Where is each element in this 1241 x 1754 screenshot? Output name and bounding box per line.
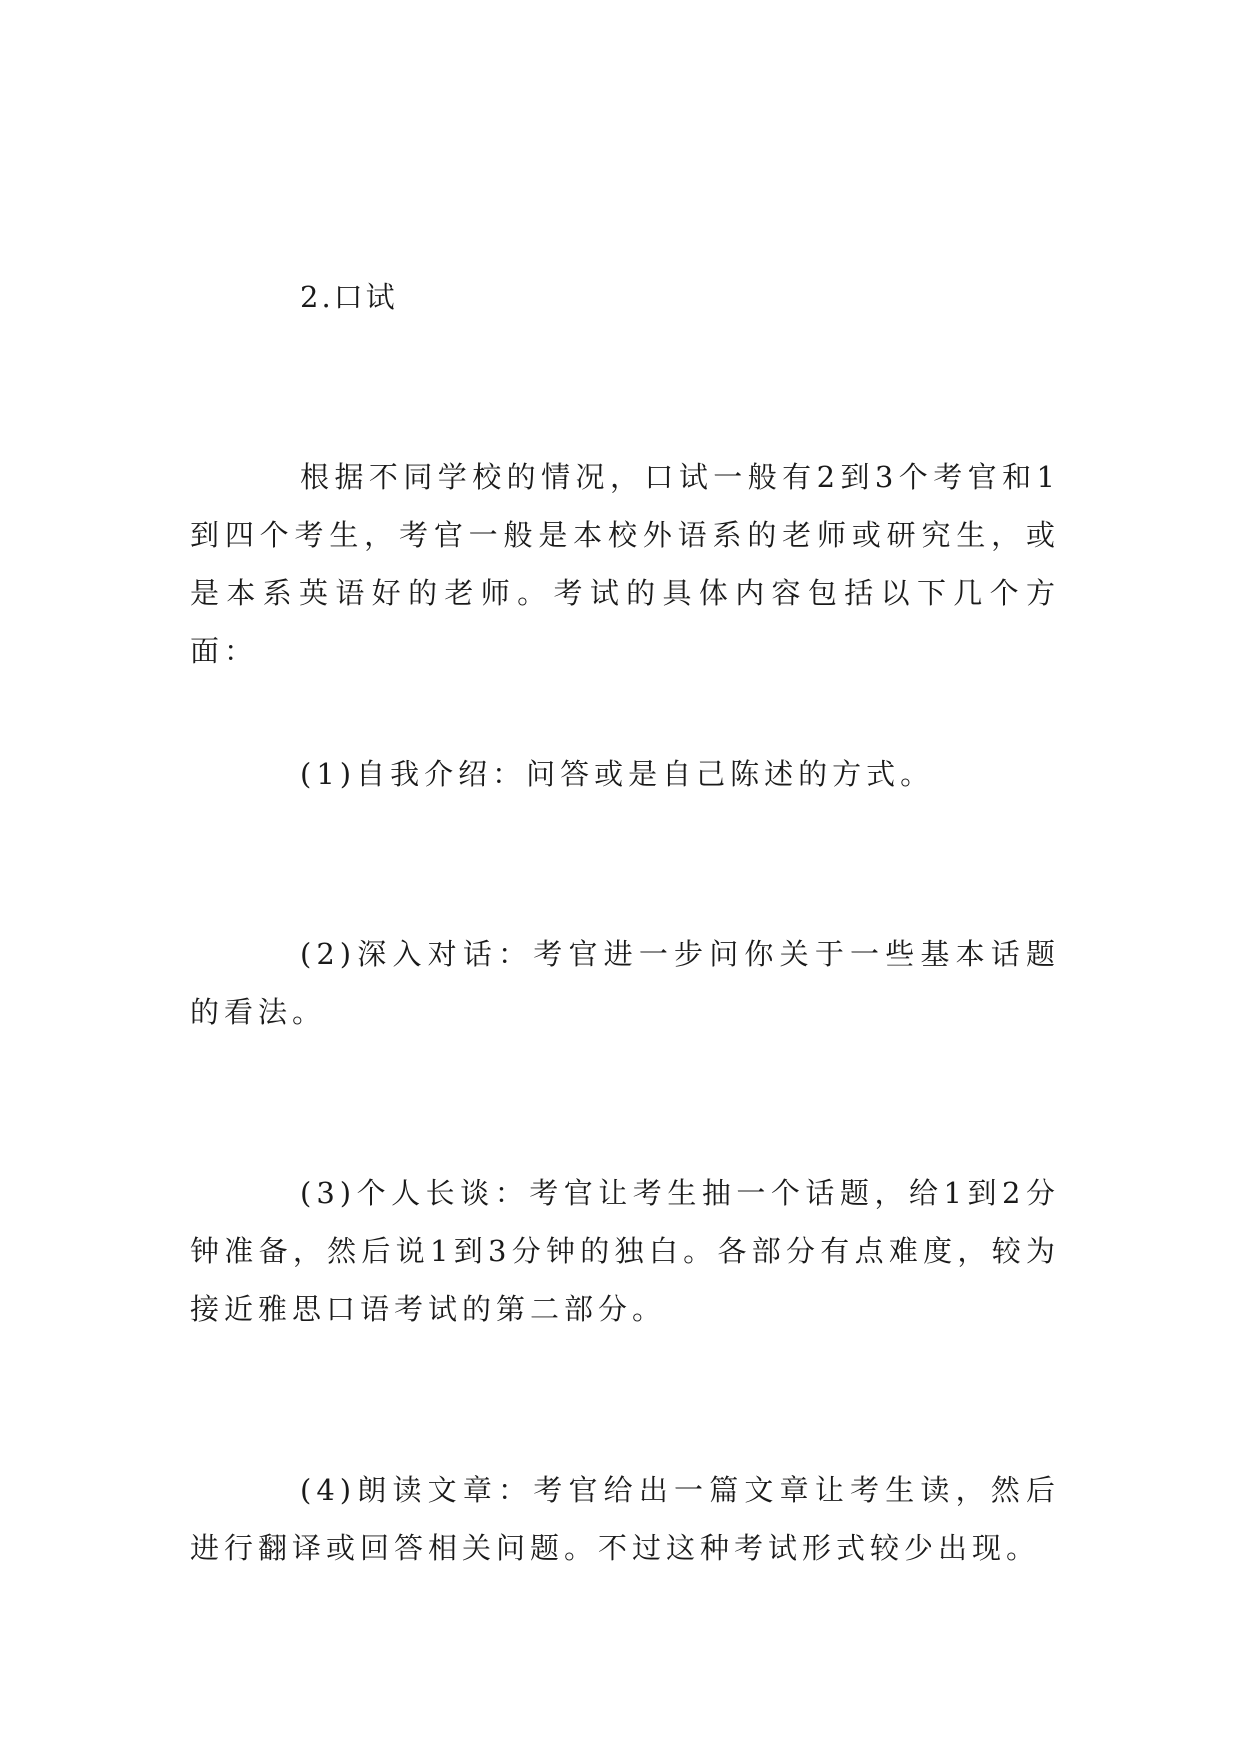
paragraph-item-1: (1)自我介绍：问答或是自己陈述的方式。 [300, 757, 935, 791]
paragraph-item-4: (4)朗读文章：考官给出一篇文章让考生读，然后进行翻译或回答相关问题。不过这种考试形式较少出现。 [190, 1473, 1060, 1565]
paragraph-item-2: (2)深入对话：考官进一步问你关于一些基本话题的看法。 [190, 937, 1060, 1029]
section-heading: 2.口试 [300, 280, 398, 314]
paragraph-intro: 根据不同学校的情况，口试一般有2到3个考官和1到四个考生，考官一般是本校外语系的老师或研究生，或是本系英语好的老师。考试的具体内容包括以下几个方面： [190, 460, 1060, 668]
paragraph-item-3: (3)个人长谈：考官让考生抽一个话题，给1到2分钟准备，然后说1到3分钟的独白。各部分有点难度，较为接近雅思口语考试的第二部分。 [190, 1176, 1060, 1326]
